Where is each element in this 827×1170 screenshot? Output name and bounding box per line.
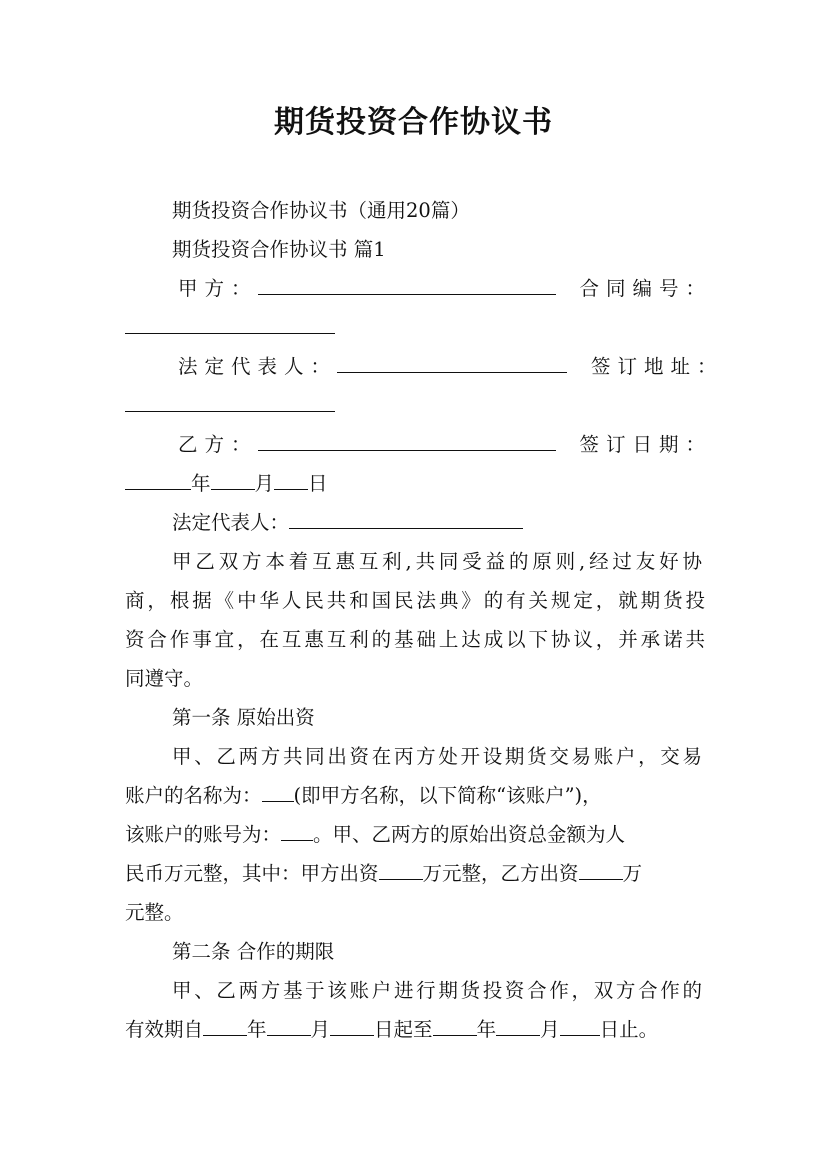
sign-place-blank	[125, 393, 335, 412]
account-no-label: 该账户的账号为：	[125, 823, 282, 846]
account-name-blank	[262, 783, 294, 802]
end-month-char: 月	[540, 1018, 560, 1041]
article-1-line-1: 甲、乙两方共同出资在丙方处开设期货交易账户，交易	[172, 745, 702, 768]
article-2-line-1: 甲、乙两方基于该账户进行期货投资合作，双方合作的	[172, 979, 702, 1002]
start-year-char: 年	[247, 1018, 267, 1041]
preamble-line-1: 甲乙双方本着互惠互利,共同受益的原则,经过友好协	[172, 550, 702, 573]
preamble-line-2: 商，根据《中华人民共和国民法典》的有关规定，就期货投	[125, 589, 705, 612]
end-year-blank	[433, 1017, 477, 1036]
sign-place-row	[125, 393, 715, 419]
day-char: 日	[308, 472, 328, 495]
preamble-line-3: 资合作事宜，在互惠互利的基础上达成以下协议，并承诺共	[125, 628, 705, 651]
party-a-label: 甲方：	[178, 277, 258, 300]
year-char: 年	[191, 472, 211, 495]
day-blank	[274, 471, 308, 490]
document-subtitle: 期货投资合作协议书（通用20篇）	[172, 199, 470, 222]
article-2-heading: 第二条 合作的期限	[172, 940, 335, 963]
end-month-blank	[496, 1017, 540, 1036]
sign-date-label: 签订日期：	[579, 433, 713, 456]
contract-no-blank	[125, 315, 335, 334]
party-a-row	[178, 276, 768, 302]
start-month-char: 月	[310, 1018, 331, 1041]
party-a-capital-blank	[379, 861, 423, 880]
party-b-label: 乙方：	[178, 433, 258, 456]
sign-date-row	[125, 471, 715, 497]
end-day-blank	[560, 1017, 600, 1036]
start-year-blank	[203, 1017, 247, 1036]
contract-no-label: 合同编号：	[579, 277, 713, 300]
sign-place-label: 签订地址：	[591, 355, 724, 378]
account-no-blank	[281, 822, 313, 841]
capital-text-b: 万元整，乙方出资	[422, 862, 579, 885]
account-name-note: (即甲方名称，以下简称“该账户”)，	[293, 784, 602, 807]
end-year-char: 年	[476, 1018, 497, 1041]
legal-rep-b-label: 法定代表人：	[172, 511, 290, 534]
contract-no-row	[125, 315, 715, 341]
legal-rep-b-row	[172, 510, 762, 536]
legal-rep-label: 法定代表人：	[178, 355, 338, 378]
account-name-label: 账户的名称为：	[125, 784, 262, 807]
month-char: 月	[254, 472, 275, 495]
party-b-blank	[258, 432, 556, 451]
party-b-row	[178, 432, 768, 458]
term-prefix: 有效期自	[125, 1018, 204, 1041]
account-no-tail: 。甲、乙两方的原始出资总金额为人	[313, 823, 626, 846]
party-b-capital-blank	[579, 861, 623, 880]
start-day-blank	[330, 1017, 374, 1036]
legal-rep-row	[178, 354, 768, 380]
end-day-text: 日止。	[599, 1018, 659, 1041]
start-month-blank	[267, 1017, 311, 1036]
section-heading: 期货投资合作协议书 篇1	[172, 238, 386, 261]
party-a-blank	[258, 276, 556, 295]
article-1-line-3	[125, 822, 715, 848]
year-blank	[125, 471, 191, 490]
capital-text-c: 万	[622, 862, 643, 885]
article-1-line-4	[125, 861, 715, 887]
article-1-line-2	[125, 783, 715, 809]
start-day-text: 日起至	[374, 1018, 433, 1041]
article-1-line-5: 元整。	[125, 901, 184, 924]
capital-text-a: 民币万元整，其中：甲方出资	[125, 862, 379, 885]
preamble-line-4: 同遵守。	[125, 667, 204, 690]
legal-rep-blank	[337, 354, 567, 373]
article-1-heading: 第一条 原始出资	[172, 706, 315, 729]
article-2-line-2	[125, 1017, 715, 1043]
legal-rep-b-blank	[289, 510, 523, 529]
month-blank	[211, 471, 255, 490]
document-title: 期货投资合作协议书	[274, 105, 553, 140]
